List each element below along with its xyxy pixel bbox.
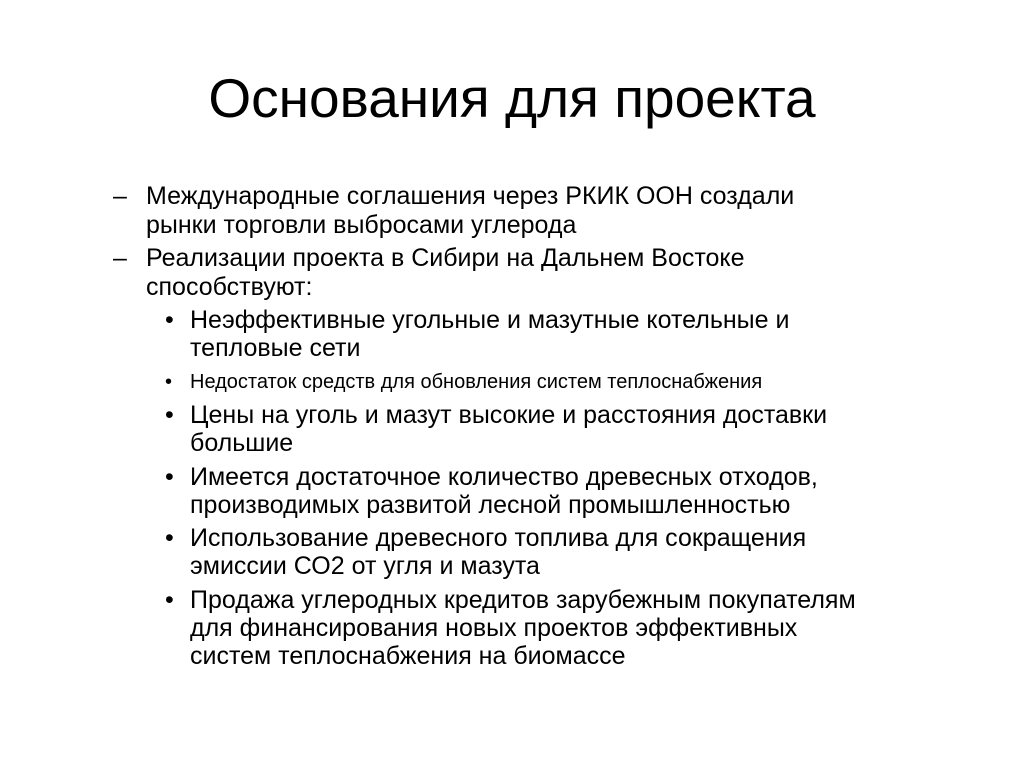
dash-item-text: Международные соглашения через РКИК ООН создали рынки торговли выбросами углерода [146,182,795,239]
bullet-marker: • [165,401,174,429]
dash-marker: – [113,182,127,210]
bullet-item-text: Имеется достаточное количество древесных отходов, производимых развитой лесной промышленностью [190,463,818,519]
dash-item-2 [0,244,946,302]
bullet-item-text: Цены на уголь и мазут высокие и расстояния доставки большие [190,401,828,457]
bullet-item-text: Недостаток средств для обновления систем теплоснабжения [190,371,763,393]
bullet-item-text: Продажа углеродных кредитов зарубежным покупателям для финансирования новых проектов эффективных систем теплоснабжения на биомассе [190,586,856,670]
bullet-item-4 [0,463,990,519]
bullet-item-5 [0,524,990,580]
bullet-marker: • [165,371,173,393]
dash-item-text: Реализации проекта в Сибири на Дальнем Востоке способствуют: [146,244,745,301]
slide-title: Основания для проекта [208,67,816,129]
bullet-marker: • [165,586,174,614]
bullet-item-3 [0,401,990,457]
bullet-item-text: Использование древесного топлива для сокращения эмиссии СО2 от угля и мазута [190,524,807,580]
bullet-marker: • [165,463,174,491]
dash-marker: – [113,244,127,272]
bullet-marker: • [165,306,174,334]
bullet-item-1 [0,306,990,362]
bullet-item-2 [0,370,990,394]
bullet-marker: • [165,524,174,552]
bullet-item-text: Неэффективные угольные и мазутные котельные и тепловые сети [190,306,790,362]
dash-item-1 [0,182,946,240]
bullet-item-6 [0,586,990,670]
